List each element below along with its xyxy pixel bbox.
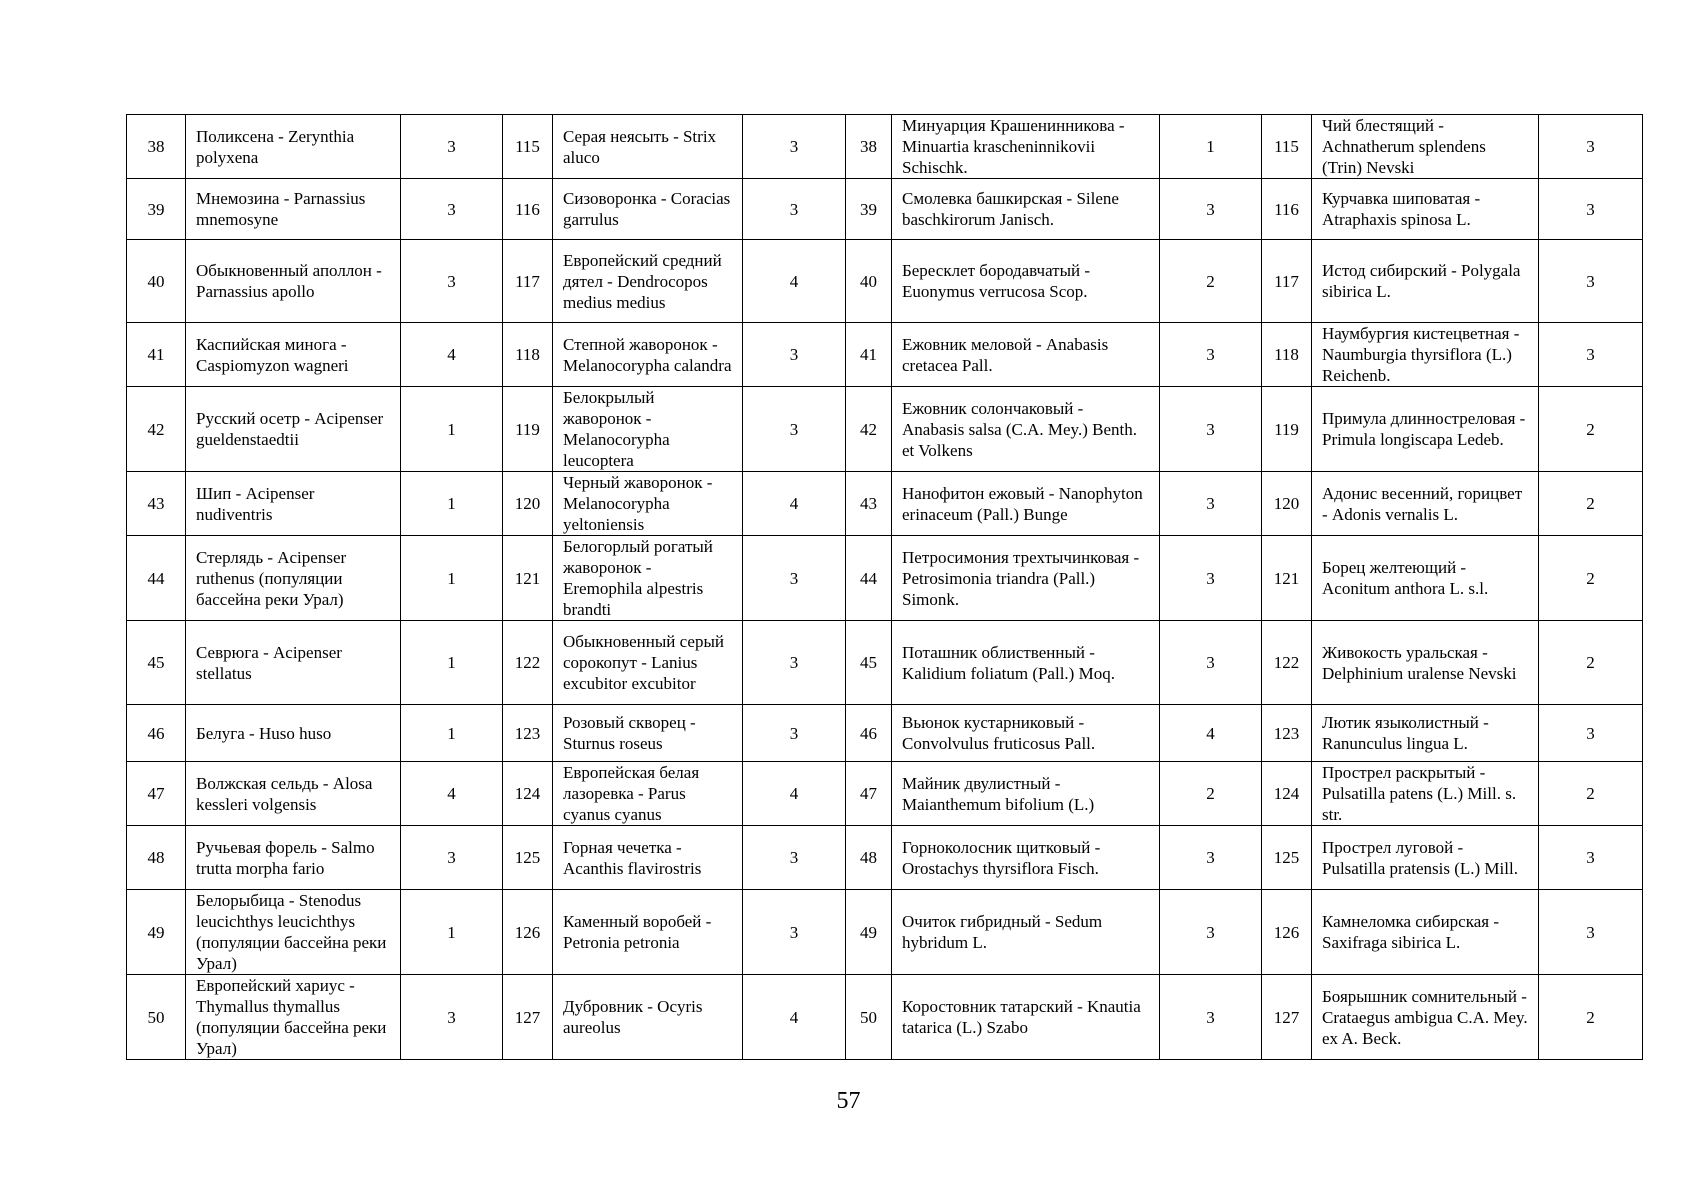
plant-category-cell: 2 — [1160, 762, 1262, 826]
animal-category-cell: 3 — [401, 826, 503, 890]
animal-category-cell: 3 — [401, 115, 503, 179]
table-row — [127, 975, 1643, 1060]
plant-name-cell: Прострел раскрытый - Pulsatilla patens (L.) Mill. s. str. — [1312, 762, 1539, 826]
bird-category-cell: 3 — [743, 890, 846, 975]
table-row — [127, 621, 1643, 705]
bird-name-cell: Европейский средний дятел - Dendrocopos medius medius — [553, 240, 743, 323]
bird-category-cell: 3 — [743, 705, 846, 762]
plant-number-cell: 46 — [846, 705, 892, 762]
bird-number-cell: 123 — [503, 705, 553, 762]
table-row — [127, 179, 1643, 240]
animal-category-cell: 3 — [401, 179, 503, 240]
plant-number-cell: 48 — [846, 826, 892, 890]
bird-name-cell: Каменный воробей - Petronia petronia — [553, 890, 743, 975]
animal-name-cell: Европейский хариус - Thymallus thymallus (популяции бассейна реки Урал) — [186, 975, 401, 1060]
plant-number-cell: 41 — [846, 323, 892, 387]
bird-number-cell: 127 — [503, 975, 553, 1060]
bird-name-cell: Черный жаворонок - Melanocorypha yeltoniensis — [553, 472, 743, 536]
bird-name-cell: Горная чечетка - Acanthis flavirostris — [553, 826, 743, 890]
page-number: 57 — [836, 1088, 861, 1114]
plant-number-cell: 44 — [846, 536, 892, 621]
bird-name-cell: Розовый скворец - Sturnus roseus — [553, 705, 743, 762]
plant-name-cell: Истод сибирский - Polygala sibirica L. — [1312, 240, 1539, 323]
plant-name-cell: Лютик языколистный - Ranunculus lingua L. — [1312, 705, 1539, 762]
plant-number-cell: 49 — [846, 890, 892, 975]
plant-name-cell: Горноколосник щитковый - Orostachys thyrsiflora Fisch. — [892, 826, 1160, 890]
animal-number-cell: 39 — [127, 179, 186, 240]
animal-name-cell: Волжская сельдь - Alosa kessleri volgensis — [186, 762, 401, 826]
plant-number-cell: 121 — [1262, 536, 1312, 621]
animal-category-cell: 3 — [401, 240, 503, 323]
plant-category-cell: 3 — [1539, 890, 1643, 975]
plant-name-cell: Боярышник сомнительный - Crataegus ambigua C.A. Mey. ex A. Beck. — [1312, 975, 1539, 1060]
table-row — [127, 536, 1643, 621]
plant-category-cell: 2 — [1160, 240, 1262, 323]
animal-name-cell: Русский осетр - Acipenser gueldenstaedtii — [186, 387, 401, 472]
bird-number-cell: 116 — [503, 179, 553, 240]
bird-name-cell: Степной жаворонок - Melanocorypha calandra — [553, 323, 743, 387]
plant-number-cell: 50 — [846, 975, 892, 1060]
bird-name-cell: Белогорлый рогатый жаворонок - Eremophila alpestris brandti — [553, 536, 743, 621]
animal-number-cell: 47 — [127, 762, 186, 826]
animal-name-cell: Обыкновенный аполлон - Parnassius apollo — [186, 240, 401, 323]
plant-category-cell: 3 — [1539, 115, 1643, 179]
plant-category-cell: 4 — [1160, 705, 1262, 762]
plant-category-cell: 2 — [1539, 387, 1643, 472]
bird-number-cell: 115 — [503, 115, 553, 179]
animal-number-cell: 45 — [127, 621, 186, 705]
bird-category-cell: 4 — [743, 472, 846, 536]
animal-number-cell: 38 — [127, 115, 186, 179]
plant-number-cell: 115 — [1262, 115, 1312, 179]
plant-category-cell: 3 — [1539, 826, 1643, 890]
animal-name-cell: Белуга - Huso huso — [186, 705, 401, 762]
plant-number-cell: 125 — [1262, 826, 1312, 890]
animal-category-cell: 4 — [401, 762, 503, 826]
plant-number-cell: 117 — [1262, 240, 1312, 323]
plant-category-cell: 2 — [1539, 621, 1643, 705]
table-row — [127, 890, 1643, 975]
plant-number-cell: 42 — [846, 387, 892, 472]
plant-number-cell: 122 — [1262, 621, 1312, 705]
bird-number-cell: 124 — [503, 762, 553, 826]
plant-name-cell: Нанофитон ежовый - Nanophyton erinaceum (Pall.) Bunge — [892, 472, 1160, 536]
table-row — [127, 387, 1643, 472]
bird-category-cell: 4 — [743, 975, 846, 1060]
animal-number-cell: 50 — [127, 975, 186, 1060]
bird-number-cell: 120 — [503, 472, 553, 536]
animal-name-cell: Севрюга - Acipenser stellatus — [186, 621, 401, 705]
plant-name-cell: Ежовник солончаковый - Anabasis salsa (C.A. Mey.) Benth. et Volkens — [892, 387, 1160, 472]
plant-name-cell: Адонис весенний, горицвет - Adonis vernalis L. — [1312, 472, 1539, 536]
table-row — [127, 240, 1643, 323]
plant-name-cell: Камнеломка сибирская - Saxifraga sibirica L. — [1312, 890, 1539, 975]
species-table — [126, 114, 1643, 1060]
plant-name-cell: Минуарция Крашенинникова - Minuartia krascheninnikovii Schischk. — [892, 115, 1160, 179]
plant-category-cell: 3 — [1160, 179, 1262, 240]
animal-name-cell: Поликсена - Zerynthia polyxena — [186, 115, 401, 179]
animal-name-cell: Белорыбица - Stenodus leucichthys leucichthys (популяции бассейна реки Урал) — [186, 890, 401, 975]
bird-number-cell: 122 — [503, 621, 553, 705]
plant-category-cell: 3 — [1539, 705, 1643, 762]
plant-category-cell: 2 — [1539, 536, 1643, 621]
plant-category-cell: 1 — [1160, 115, 1262, 179]
table-row — [127, 762, 1643, 826]
animal-number-cell: 41 — [127, 323, 186, 387]
plant-number-cell: 127 — [1262, 975, 1312, 1060]
plant-name-cell: Коростовник татарский - Knautia tatarica (L.) Szabo — [892, 975, 1160, 1060]
plant-category-cell: 3 — [1160, 621, 1262, 705]
bird-number-cell: 121 — [503, 536, 553, 621]
plant-name-cell: Поташник облиственный - Kalidium foliatum (Pall.) Moq. — [892, 621, 1160, 705]
bird-number-cell: 125 — [503, 826, 553, 890]
plant-category-cell: 3 — [1539, 240, 1643, 323]
plant-number-cell: 123 — [1262, 705, 1312, 762]
bird-number-cell: 119 — [503, 387, 553, 472]
plant-category-cell: 3 — [1160, 975, 1262, 1060]
bird-number-cell: 118 — [503, 323, 553, 387]
table-row — [127, 472, 1643, 536]
bird-category-cell: 4 — [743, 762, 846, 826]
plant-name-cell: Смолевка башкирская - Silene baschkirorum Janisch. — [892, 179, 1160, 240]
animal-category-cell: 1 — [401, 536, 503, 621]
animal-name-cell: Стерлядь - Acipenser ruthenus (популяции бассейна реки Урал) — [186, 536, 401, 621]
bird-category-cell: 3 — [743, 115, 846, 179]
plant-number-cell: 126 — [1262, 890, 1312, 975]
plant-name-cell: Бересклет бородавчатый - Euonymus verrucosa Scop. — [892, 240, 1160, 323]
plant-number-cell: 45 — [846, 621, 892, 705]
plant-category-cell: 2 — [1539, 975, 1643, 1060]
plant-name-cell: Очиток гибридный - Sedum hybridum L. — [892, 890, 1160, 975]
animal-number-cell: 46 — [127, 705, 186, 762]
plant-number-cell: 47 — [846, 762, 892, 826]
animal-number-cell: 44 — [127, 536, 186, 621]
table-row — [127, 826, 1643, 890]
plant-name-cell: Ежовник меловой - Anabasis cretacea Pall. — [892, 323, 1160, 387]
animal-category-cell: 1 — [401, 890, 503, 975]
bird-name-cell: Европейская белая лазоревка - Parus cyanus cyanus — [553, 762, 743, 826]
bird-category-cell: 3 — [743, 323, 846, 387]
plant-name-cell: Борец желтеющий - Aconitum anthora L. s.l. — [1312, 536, 1539, 621]
animal-category-cell: 1 — [401, 705, 503, 762]
plant-name-cell: Примула длинностреловая - Primula longiscapa Ledeb. — [1312, 387, 1539, 472]
bird-name-cell: Дубровник - Ocyris aureolus — [553, 975, 743, 1060]
plant-number-cell: 40 — [846, 240, 892, 323]
plant-name-cell: Курчавка шиповатая - Atraphaxis spinosa L. — [1312, 179, 1539, 240]
plant-name-cell: Прострел луговой - Pulsatilla pratensis (L.) Mill. — [1312, 826, 1539, 890]
animal-category-cell: 1 — [401, 621, 503, 705]
animal-number-cell: 49 — [127, 890, 186, 975]
animal-category-cell: 4 — [401, 323, 503, 387]
plant-category-cell: 3 — [1160, 826, 1262, 890]
bird-name-cell: Белокрылый жаворонок - Melanocorypha leucoptera — [553, 387, 743, 472]
plant-number-cell: 120 — [1262, 472, 1312, 536]
table-body — [127, 115, 1643, 1060]
animal-name-cell: Шип - Acipenser nudiventris — [186, 472, 401, 536]
animal-category-cell: 1 — [401, 472, 503, 536]
plant-name-cell: Петросимония трехтычинковая - Petrosimonia triandra (Pall.) Simonk. — [892, 536, 1160, 621]
animal-number-cell: 40 — [127, 240, 186, 323]
plant-category-cell: 3 — [1160, 890, 1262, 975]
plant-category-cell: 3 — [1160, 472, 1262, 536]
bird-name-cell: Обыкновенный серый сорокопут - Lanius excubitor excubitor — [553, 621, 743, 705]
plant-number-cell: 43 — [846, 472, 892, 536]
animal-category-cell: 3 — [401, 975, 503, 1060]
plant-number-cell: 118 — [1262, 323, 1312, 387]
plant-number-cell: 119 — [1262, 387, 1312, 472]
plant-category-cell: 3 — [1539, 179, 1643, 240]
plant-category-cell: 3 — [1160, 536, 1262, 621]
bird-category-cell: 3 — [743, 179, 846, 240]
plant-name-cell: Вьюнок кустарниковый - Convolvulus fruticosus Pall. — [892, 705, 1160, 762]
plant-number-cell: 124 — [1262, 762, 1312, 826]
table-row — [127, 705, 1643, 762]
bird-number-cell: 126 — [503, 890, 553, 975]
plant-name-cell: Чий блестящий - Achnatherum splendens (Trin) Nevski — [1312, 115, 1539, 179]
plant-number-cell: 116 — [1262, 179, 1312, 240]
animal-number-cell: 43 — [127, 472, 186, 536]
plant-category-cell: 2 — [1539, 762, 1643, 826]
bird-category-cell: 3 — [743, 387, 846, 472]
animal-number-cell: 48 — [127, 826, 186, 890]
bird-category-cell: 4 — [743, 240, 846, 323]
plant-number-cell: 38 — [846, 115, 892, 179]
bird-number-cell: 117 — [503, 240, 553, 323]
animal-name-cell: Каспийская минога - Caspiomyzon wagneri — [186, 323, 401, 387]
plant-category-cell: 3 — [1160, 323, 1262, 387]
animal-name-cell: Ручьевая форель - Salmo trutta morpha fario — [186, 826, 401, 890]
animal-name-cell: Мнемозина - Parnassius mnemosyne — [186, 179, 401, 240]
animal-number-cell: 42 — [127, 387, 186, 472]
plant-number-cell: 39 — [846, 179, 892, 240]
bird-category-cell: 3 — [743, 536, 846, 621]
plant-name-cell: Майник двулистный - Maianthemum bifolium (L.) — [892, 762, 1160, 826]
animal-category-cell: 1 — [401, 387, 503, 472]
plant-name-cell: Живокость уральская - Delphinium uralense Nevski — [1312, 621, 1539, 705]
bird-category-cell: 3 — [743, 621, 846, 705]
table-row — [127, 323, 1643, 387]
bird-name-cell: Серая неясыть - Strix aluco — [553, 115, 743, 179]
plant-category-cell: 3 — [1160, 387, 1262, 472]
bird-category-cell: 3 — [743, 826, 846, 890]
plant-name-cell: Наумбургия кистецветная - Naumburgia thyrsiflora (L.) Reichenb. — [1312, 323, 1539, 387]
plant-category-cell: 3 — [1539, 323, 1643, 387]
plant-category-cell: 2 — [1539, 472, 1643, 536]
bird-name-cell: Сизоворонка - Coracias garrulus — [553, 179, 743, 240]
table-row — [127, 115, 1643, 179]
